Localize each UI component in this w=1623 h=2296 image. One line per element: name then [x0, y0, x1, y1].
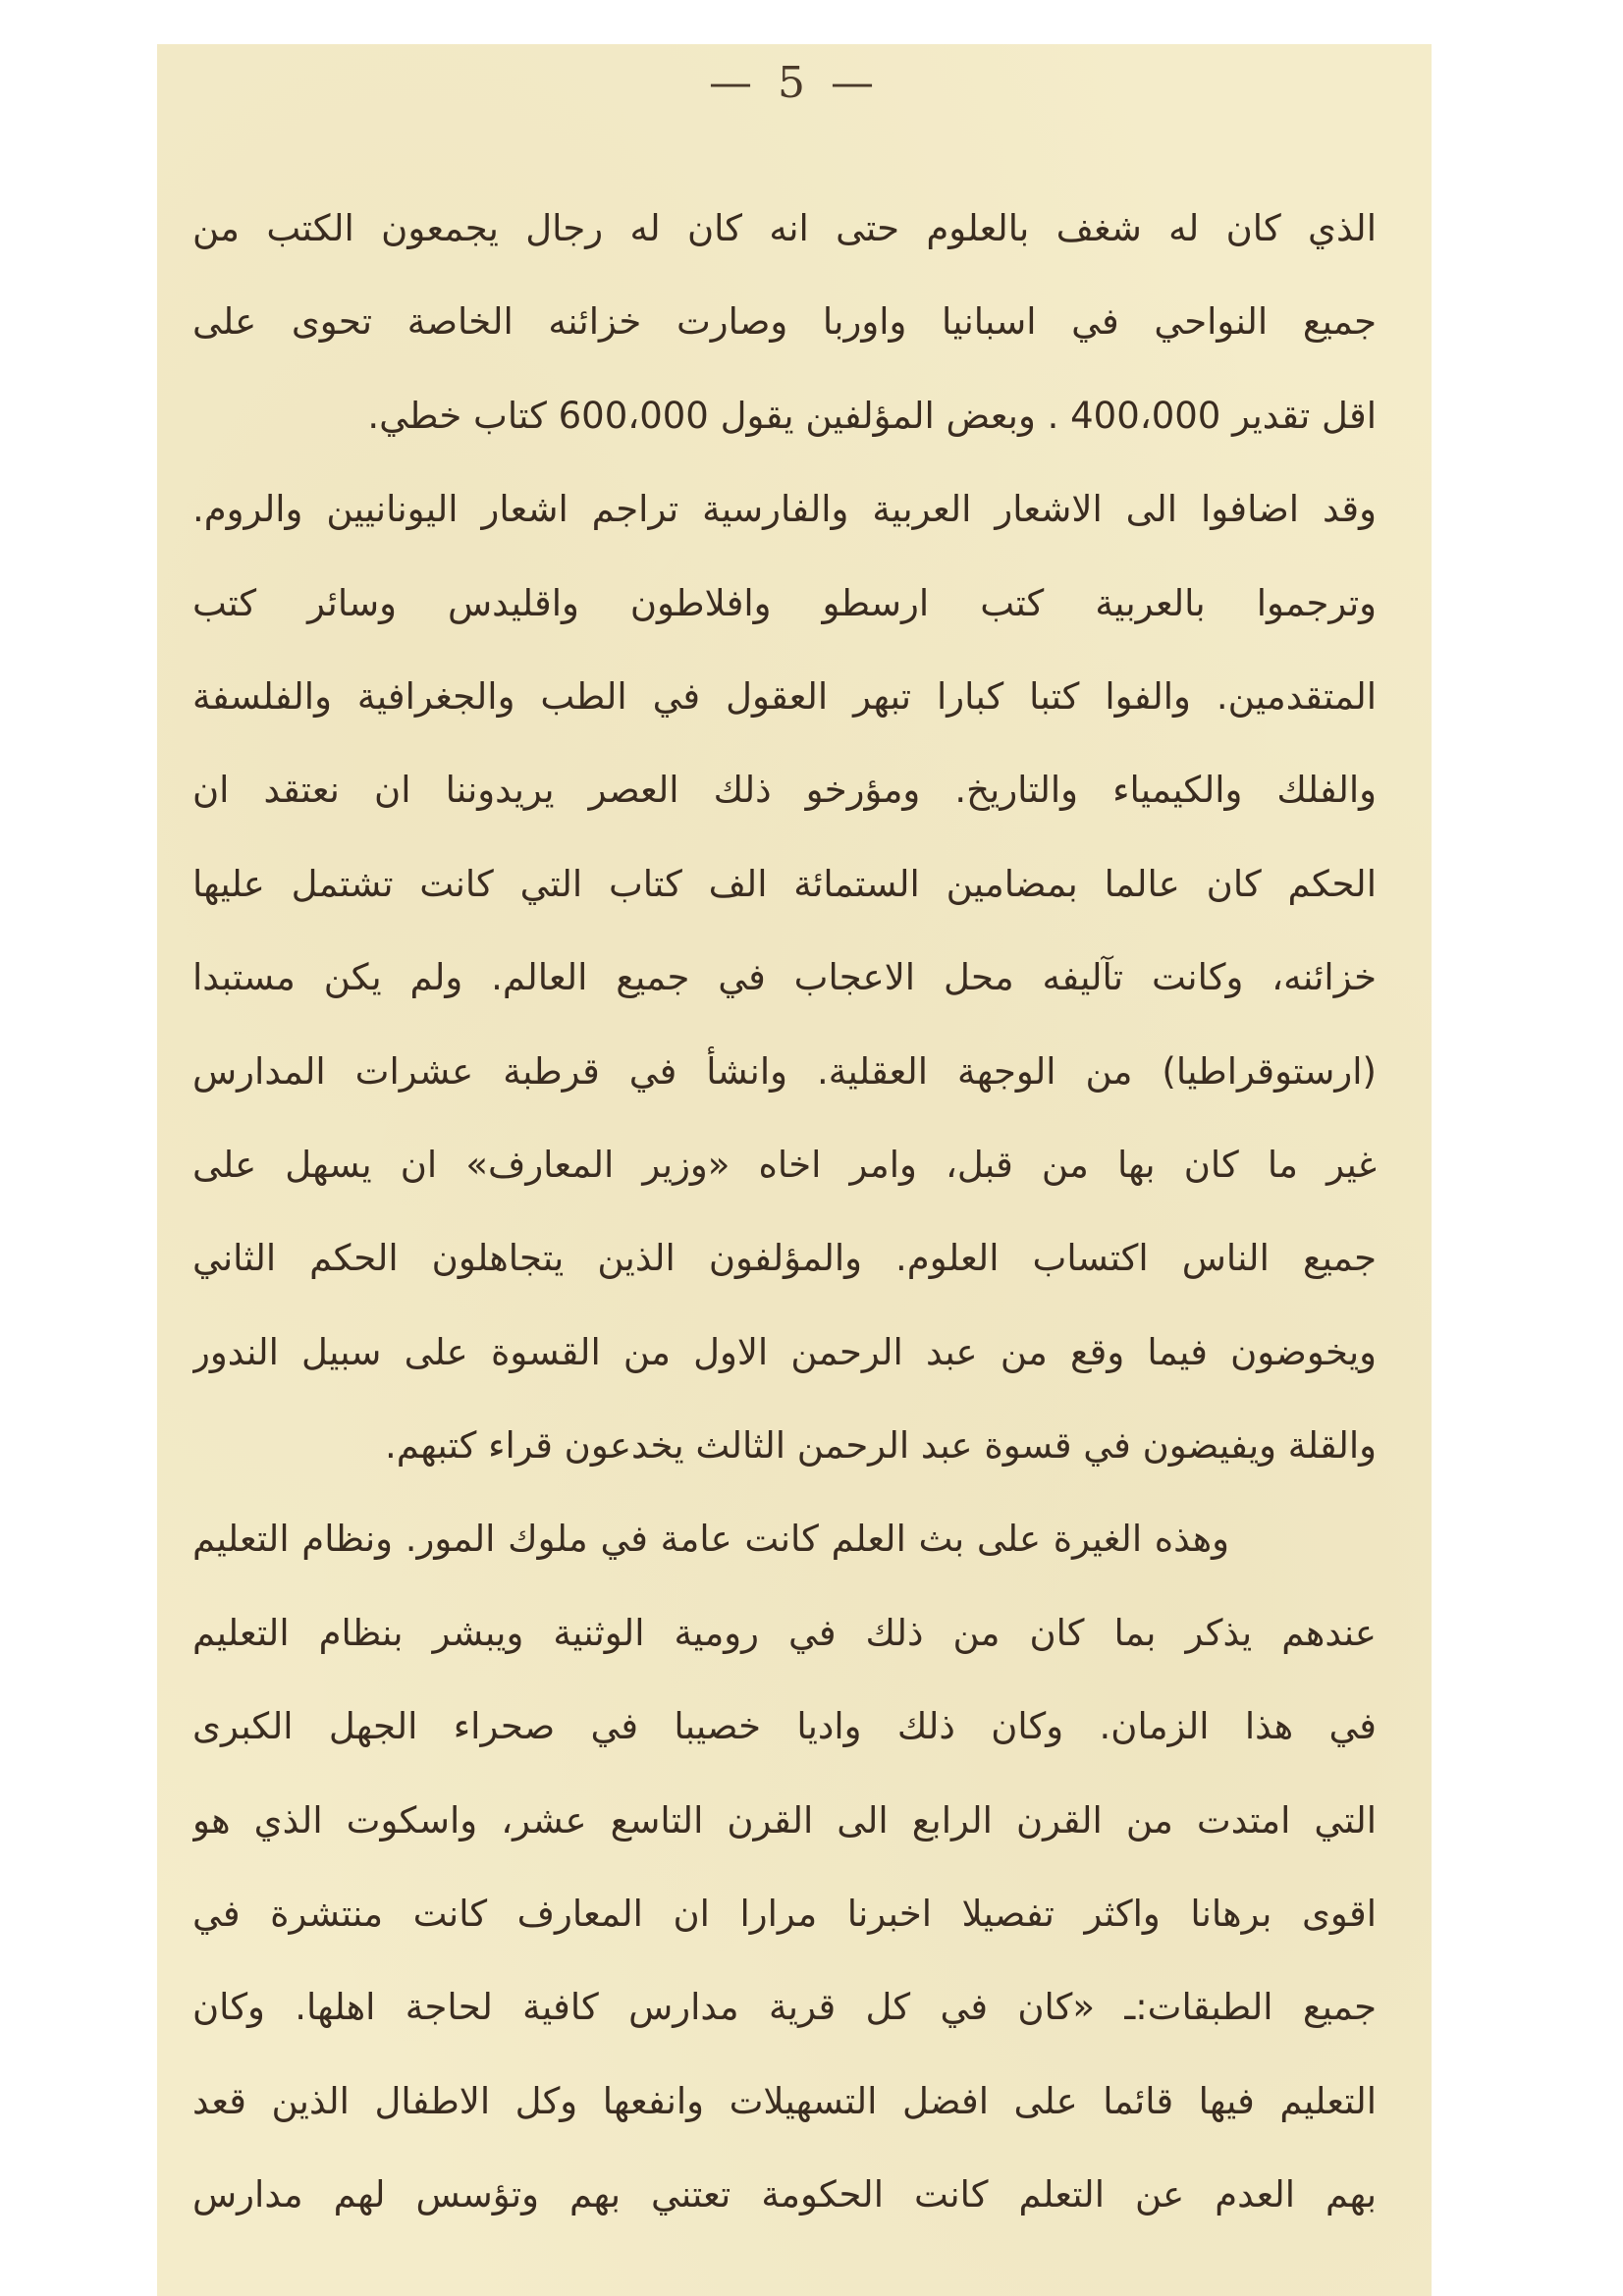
text-line: الذي كان له شغف بالعلوم حتى انه كان له رجال يجمعون الكتب من: [192, 207, 1377, 249]
page-text: [192, 182, 1377, 2242]
text-line: وهذه الغيرة على بث العلم كانت عامة في ملوك المور. ونظام التعليم: [192, 1518, 1229, 1561]
text-line: جميع النواحي في اسبانيا واوربا وصارت خزائنه الخاصة تحوى على: [192, 300, 1377, 344]
text-line: اقوى برهانا واكثر تفصيلا اخبرنا مرارا ان المعارف كانت منتشرة في: [192, 1893, 1377, 1936]
text-line: جميع الطبقات:ـ «كان في كل قرية مدارس كافية لحاجة اهلها. وكان: [192, 1986, 1377, 2029]
text-line: وقد اضافوا الى الاشعار العربية والفارسية تراجم اشعار اليونانيين والروم.: [192, 488, 1377, 531]
page-number: — 5 —: [709, 58, 880, 108]
text-line: في هذا الزمان. وكان ذلك واديا خصيبا في صحراء الجهل الكبرى: [192, 1705, 1377, 1748]
text-line: (ارستوقراطيا) من الوجهة العقلية. وانشأ في قرطبة عشرات المدارس: [192, 1049, 1377, 1093]
text-line: والقلة ويفيضون في قسوة عبد الرحمن الثالث يخدعون قراء كتبهم.: [384, 1424, 1377, 1468]
text-line: وترجموا بالعربية كتب ارسطو وافلاطون واقليدس وسائر كتب: [192, 581, 1377, 624]
text-line: غير ما كان بها من قبل، وامر اخاه «وزير المعارف» ان يسهل على: [192, 1143, 1377, 1186]
text-line: ويخوضون فيما وقع من عبد الرحمن الاول من القسوة على سبيل الندور: [192, 1330, 1377, 1373]
text-line: التي امتدت من القرن الرابع الى القرن التاسع عشر، واسكوت الذي هو: [192, 1798, 1377, 1842]
text-line: الحكم كان عالما بمضامين الستمائة الف كتاب التي كانت تشتمل عليها: [192, 862, 1377, 905]
text-line: جميع الناس اكتساب العلوم. والمؤلفون الذين يتجاهلون الحكم الثاني: [192, 1237, 1377, 1280]
text-line: التعليم فيها قائما على افضل التسهيلات وانفعها وكل الاطفال الذين قعد: [192, 2079, 1377, 2122]
text-line: والفلك والكيمياء والتاريخ. ومؤرخو ذلك العصر يريدوننا ان نعتقد ان: [192, 769, 1377, 812]
text-line: اقل تقدير 400،000 . وبعض المؤلفين يقول 600،000 كتاب خطي.: [367, 394, 1377, 437]
book-page: [157, 44, 1432, 2296]
text-line: بهم العدم عن التعلم كانت الحكومة تعتني بهم وتؤسس لهم مدارس: [192, 2173, 1377, 2216]
text-line: المتقدمين. والفوا كتبا كبارا تبهر العقول في الطب والجغرافية والفلسفة: [192, 674, 1377, 718]
text-line: عندهم يذكر بما كان من ذلك في رومية الوثنية ويبشر بنظام التعليم: [192, 1611, 1377, 1654]
text-line: خزائنه، وكانت تآليفه محل الاعجاب في جميع العالم. ولم يكن مستبدا: [192, 956, 1377, 999]
